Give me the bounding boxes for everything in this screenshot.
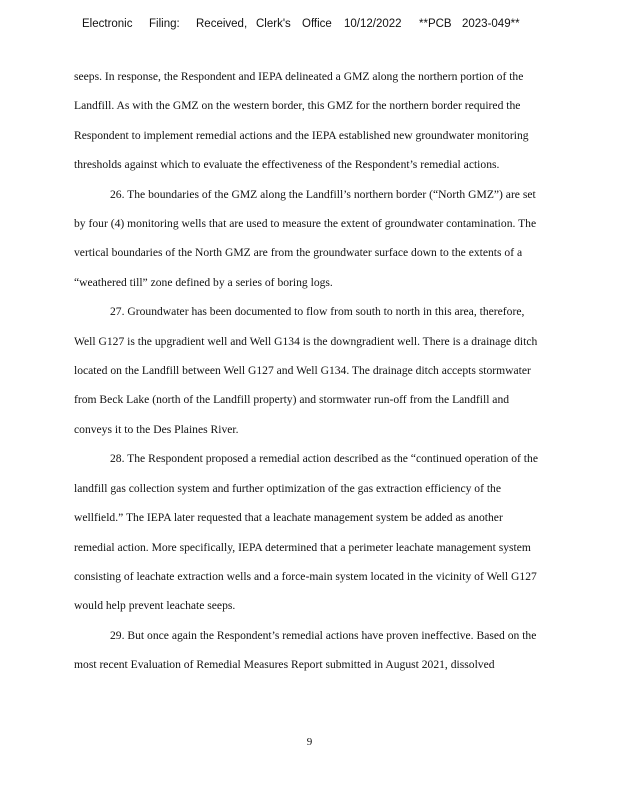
paragraph-28: 28. The Respondent proposed a remedial action described as the “continued operation of the landfill gas collection system and further optimization of the gas extraction efficiency of the wellfield.” The IEPA later requested that a leachate management system be added as another remedial action. More specifically, IEPA determined that a perimeter leachate management system consisting of leachate extraction wells and a force-main system located in the vicinity of Well G127 would help prevent leachate seeps. (74, 452, 538, 613)
paragraph-26: 26. The boundaries of the GMZ along the Landfill’s northern border (“North GMZ”) are set by four (4) monitoring wells that are used to measure the extent of groundwater contamination. The vertical boundaries of the North GMZ are from the groundwater surface down to the extents of a “weathered till” zone defined by a series of boring logs. (74, 187, 537, 289)
header-received: Received, (196, 18, 248, 30)
body-text (74, 62, 546, 680)
header-electronic: Electronic (82, 18, 133, 30)
page-number: 9 (306, 736, 313, 748)
header-case-number: 2023-049** (462, 18, 520, 30)
paragraph-27: 27. Groundwater has been documented to flow from south to north in this area, therefore, Well G127 is the upgradient well and Well G134 is the downgradient well. There is a drainage ditch located on the Landfill between Well G127 and Well G134. The drainage ditch accepts stormwater from Beck Lake (north of the Landfill property) and stormwater run-off from the Landfill and conveys it to the Des Plaines River. (74, 305, 538, 436)
header-clerks: Clerk's (256, 18, 291, 30)
paragraph-29: 29. But once again the Respondent’s remedial actions have proven ineffective. Based on the most recent Evaluation of Remedial Measures Report submitted in August 2021, dissolved (74, 628, 537, 672)
header-filing: Filing: (149, 18, 180, 30)
header-date: 10/12/2022 (344, 18, 402, 30)
paragraph-continuation: seeps. In response, the Respondent and IEPA delineated a GMZ along the northern portion of the Landfill. As with the GMZ on the western border, this GMZ for the northern border required the Respondent to implement remedial actions and the IEPA established new groundwater monitoring thresholds against which to evaluate the effectiveness of the Respondent’s remedial actions. (74, 70, 529, 172)
header-office: Office (302, 18, 332, 30)
header-pcb: **PCB (419, 18, 452, 30)
